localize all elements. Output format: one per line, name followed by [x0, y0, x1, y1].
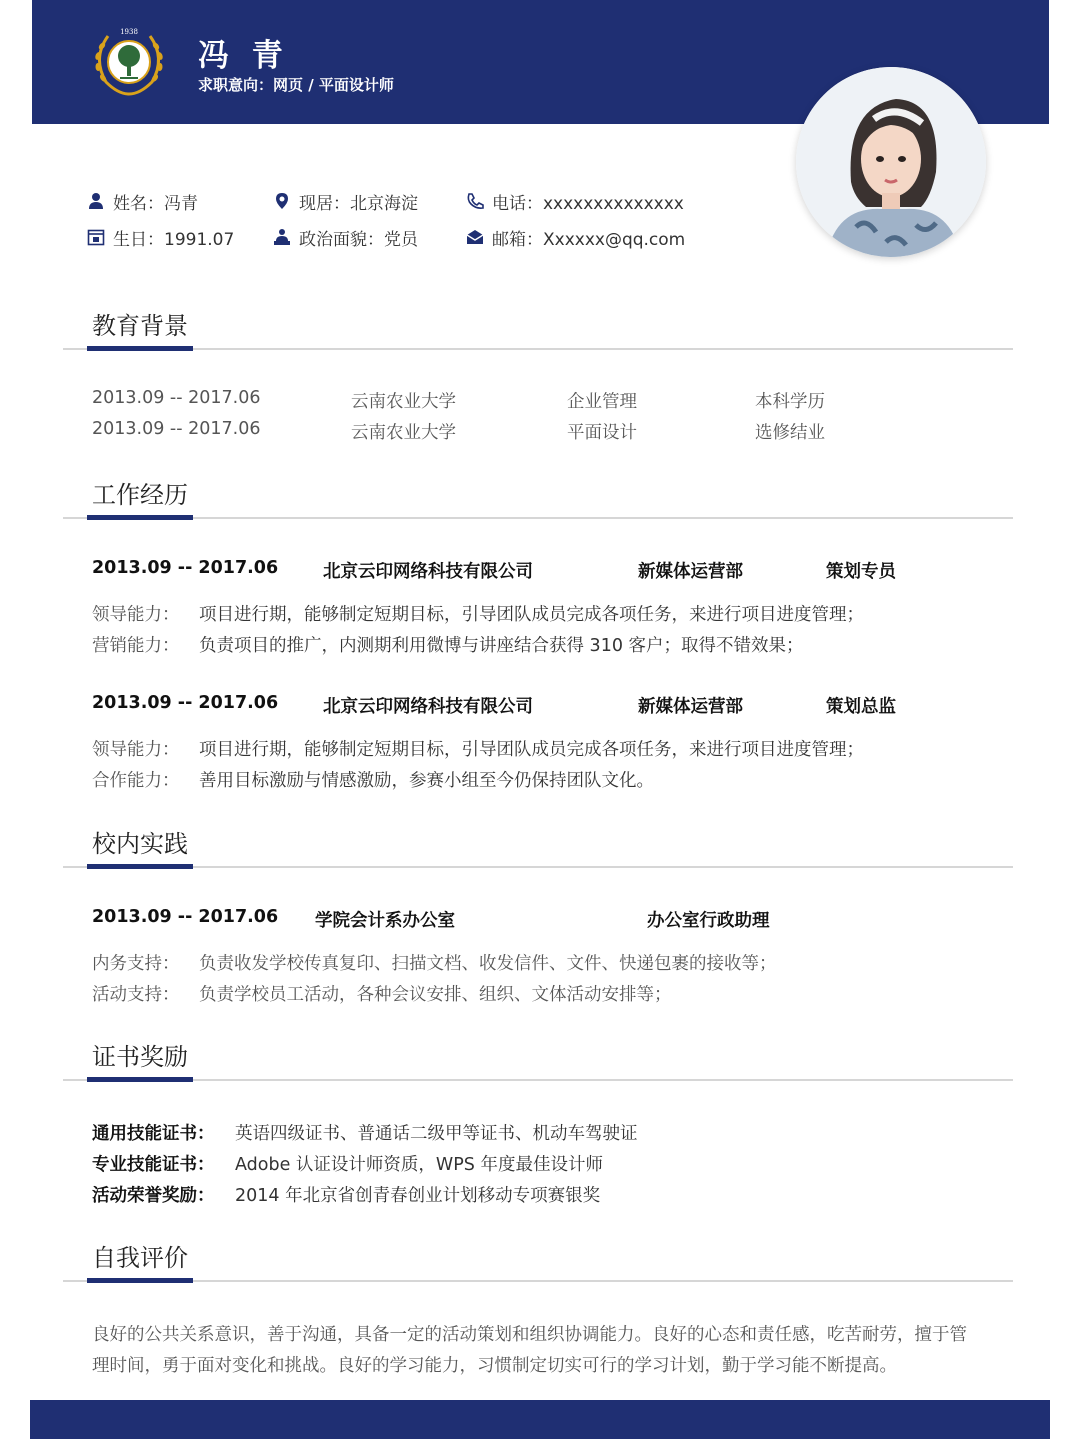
edu-major: 平面设计: [567, 423, 637, 443]
campus-role: 办公室行政助理: [647, 911, 770, 931]
info-email: [466, 225, 685, 249]
job-company: 北京云印网络科技有限公司: [323, 562, 533, 582]
edu-degree: 本科学历: [755, 392, 825, 412]
campus-item-text: 负责学校员工活动，各种会议安排、组织、文体活动安排等；: [199, 985, 672, 1005]
edu-major: 企业管理: [567, 392, 637, 412]
job-role: 策划专员: [826, 562, 896, 582]
edu-degree: 选修结业: [755, 423, 825, 443]
info-name: [87, 189, 198, 213]
education-divider: [63, 348, 1013, 350]
info-politics-text: 政治面貌：党员: [299, 229, 418, 250]
info-location-text: 现居：北京海淀: [299, 193, 418, 214]
campus-item-label: 内务支持：: [92, 954, 180, 974]
job-item-text: 项目进行期，能够制定短期目标，引导团队成员完成各项任务，来进行项目进度管理；: [199, 605, 864, 625]
job-company: 北京云印网络科技有限公司: [323, 697, 533, 717]
job-dept: 新媒体运营部: [638, 562, 743, 582]
job-item-text: 负责项目的推广，内测期利用微博与讲座结合获得 310 客户；取得不错效果；: [199, 636, 804, 656]
profile-photo: [796, 67, 986, 257]
certs-title: 证书奖励: [92, 1043, 188, 1071]
campus-divider: [63, 866, 1013, 868]
cert-text: Adobe 认证设计师资质，WPS 年度最佳设计师: [235, 1155, 603, 1175]
campus-period: 2013.09 -- 2017.06: [92, 907, 279, 927]
school-logo: [88, 24, 170, 98]
edu-school: 云南农业大学: [351, 392, 456, 412]
certs-accent: [87, 1077, 193, 1082]
self-text-line: 理时间，勇于面对变化和挑战。良好的学习能力，习惯制定切实可行的学习计划，勤于学习能不断提高。: [92, 1356, 897, 1376]
job-period: 2013.09 -- 2017.06: [92, 693, 279, 713]
campus-org: 学院会计系办公室: [315, 911, 455, 931]
info-name-text: 姓名：冯青: [113, 193, 198, 214]
calendar-icon: [87, 228, 105, 246]
self-divider: [63, 1280, 1013, 1282]
info-politics: [273, 225, 418, 249]
job-item-text: 项目进行期，能够制定短期目标，引导团队成员完成各项任务，来进行项目进度管理；: [199, 740, 864, 760]
work-title: 工作经历: [92, 481, 188, 509]
info-birth: [87, 225, 234, 249]
edu-period: 2013.09 -- 2017.06: [92, 419, 261, 439]
edu-period: 2013.09 -- 2017.06: [92, 388, 261, 408]
location-pin-icon: [273, 192, 291, 210]
cert-text: 英语四级证书、普通话二级甲等证书、机动车驾驶证: [235, 1124, 638, 1144]
job-period: 2013.09 -- 2017.06: [92, 558, 279, 578]
campus-accent: [87, 864, 193, 869]
phone-icon: [466, 192, 484, 210]
job-item-label: 合作能力：: [92, 771, 180, 791]
cert-text: 2014 年北京省创青春创业计划移动专项赛银奖: [235, 1186, 601, 1206]
info-location: [273, 189, 418, 213]
job-item-text: 善用目标激励与情感激励，参赛小组至今仍保持团队文化。: [199, 771, 654, 791]
work-divider: [63, 517, 1013, 519]
info-email-text: 邮箱：Xxxxxx@qq.com: [492, 229, 686, 250]
party-member-icon: [273, 228, 291, 246]
self-accent: [87, 1278, 193, 1283]
edu-school: 云南农业大学: [351, 423, 456, 443]
candidate-name: 冯 青: [198, 38, 289, 74]
logo-year: 1938: [120, 28, 138, 36]
education-title: 教育背景: [92, 312, 188, 340]
mail-icon: [466, 228, 484, 246]
footer-band: [30, 1400, 1050, 1439]
job-item-label: 领导能力：: [92, 605, 180, 625]
campus-title: 校内实践: [92, 830, 188, 858]
certs-divider: [63, 1079, 1013, 1081]
work-accent: [87, 515, 193, 520]
job-item-label: 领导能力：: [92, 740, 180, 760]
info-phone-text: 电话：xxxxxxxxxxxxxx: [492, 193, 684, 214]
campus-item-text: 负责收发学校传真复印、扫描文档、收发信件、文件、快递包裹的接收等；: [199, 954, 777, 974]
campus-item-label: 活动支持：: [92, 985, 180, 1005]
self-title: 自我评价: [92, 1244, 188, 1272]
self-text-line: 良好的公共关系意识，善于沟通，具备一定的活动策划和组织协调能力。良好的心态和责任感，吃苦耐劳，擅于管: [92, 1325, 967, 1345]
job-intent: 求职意向：网页 / 平面设计师: [198, 76, 394, 94]
cert-label: 专业技能证书：: [92, 1155, 215, 1175]
job-dept: 新媒体运营部: [638, 697, 743, 717]
job-role: 策划总监: [826, 697, 896, 717]
person-icon: [87, 192, 105, 210]
cert-label: 活动荣誉奖励：: [92, 1186, 215, 1206]
education-accent: [87, 346, 193, 351]
info-birth-text: 生日：1991.07: [113, 229, 235, 250]
cert-label: 通用技能证书：: [92, 1124, 215, 1144]
job-item-label: 营销能力：: [92, 636, 180, 656]
info-phone: [466, 189, 684, 213]
